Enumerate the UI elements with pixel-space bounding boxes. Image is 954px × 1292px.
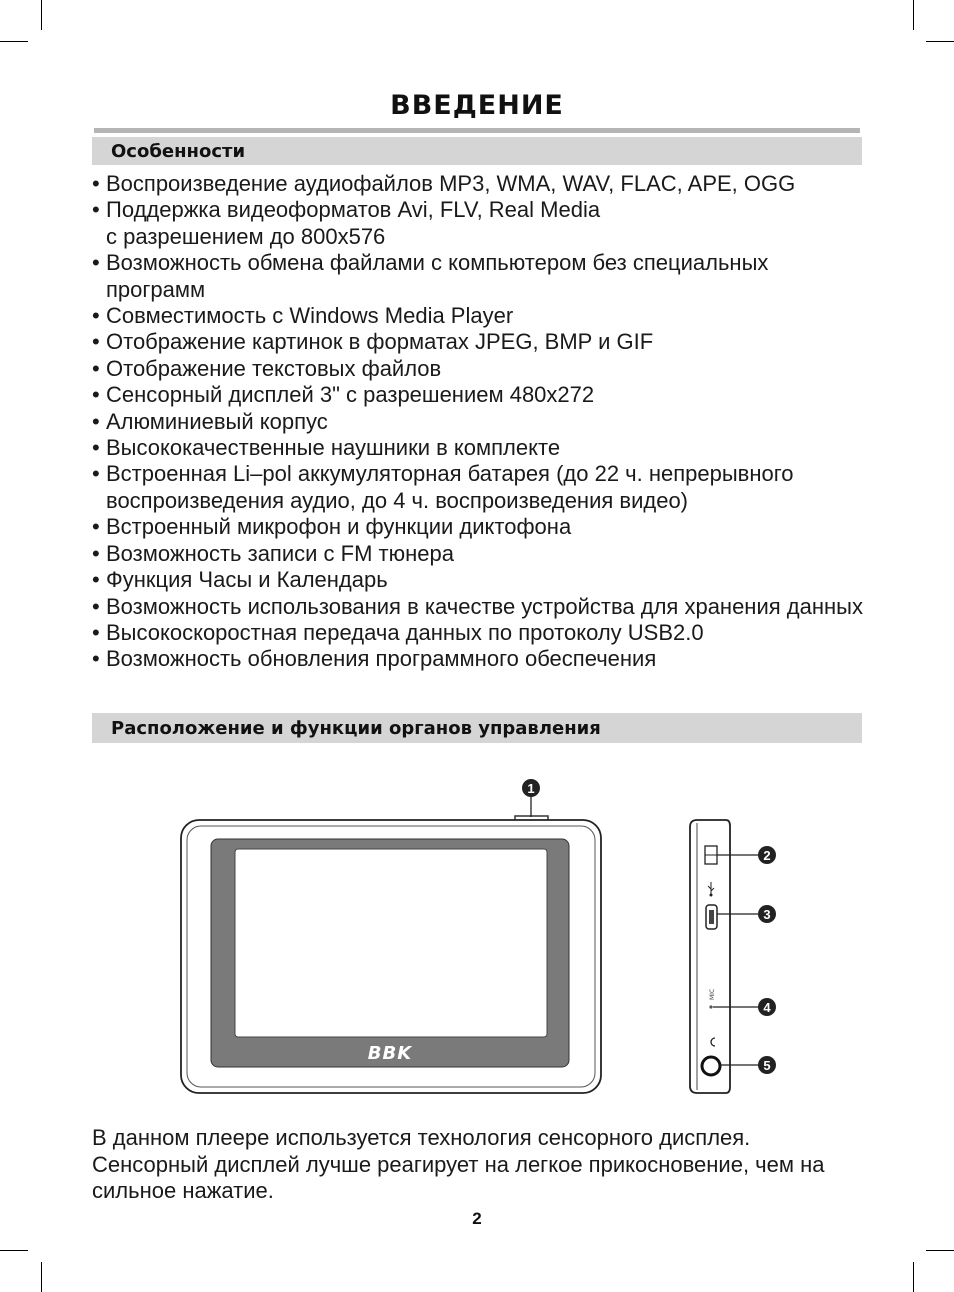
feature-item: • Возможность использования в качестве устройства для хранения данных — [92, 594, 872, 620]
feature-item: • Возможность записи с FM тюнера — [92, 541, 872, 567]
feature-item: • Воспроизведение аудиофайлов MP3, WMA, WAV, FLAC, APE, OGG — [92, 171, 872, 197]
features-section-header — [92, 137, 862, 165]
svg-text:3: 3 — [763, 907, 771, 922]
crop-mark — [0, 41, 28, 42]
features-heading: Особенности — [111, 141, 246, 162]
crop-mark — [926, 1250, 954, 1251]
feature-item: • Отображение картинок в форматах JPEG, BMP и GIF — [92, 329, 872, 355]
crop-mark — [0, 1250, 28, 1251]
feature-item: • Возможность обмена файлами с компьютером без специальных программ — [92, 250, 872, 303]
player-side-view — [690, 820, 730, 1093]
feature-item: • Функция Часы и Календарь — [92, 567, 872, 593]
svg-text:2: 2 — [763, 848, 771, 863]
callout-1 — [522, 779, 540, 797]
svg-text:5: 5 — [763, 1058, 771, 1073]
headphone-jack — [702, 1057, 720, 1075]
callout-3 — [758, 905, 776, 923]
crop-mark — [41, 0, 42, 30]
svg-text:4: 4 — [763, 1000, 771, 1015]
title-divider — [94, 128, 860, 133]
controls-section-header — [92, 713, 862, 743]
feature-item: • Алюминиевый корпус — [92, 409, 872, 435]
crop-mark — [41, 1262, 42, 1292]
device-diagram — [0, 770, 954, 1120]
mic-hole — [709, 1005, 712, 1008]
feature-item: • Встроенный микрофон и функции диктофона — [92, 514, 872, 540]
crop-mark — [926, 41, 954, 42]
touchscreen-note: В данном плеере используется технология сенсорного дисплея. Сенсорный дисплей лучше реагирует на легкое прикосновение, чем на сильное нажатие. — [92, 1125, 825, 1204]
svg-text:1: 1 — [527, 781, 535, 796]
player-front-view — [181, 816, 601, 1093]
feature-item: • Сенсорный дисплей 3" с разрешением 480x272 — [92, 382, 872, 408]
brand-logo: BBK — [367, 1043, 413, 1064]
feature-item: • Высокоскоростная передача данных по протоколу USB2.0 — [92, 620, 872, 646]
feature-item: • Отображение текстовых файлов — [92, 356, 872, 382]
controls-heading: Расположение и функции органов управления — [111, 718, 601, 739]
feature-item: • Высококачественные наушники в комплекте — [92, 435, 872, 461]
callout-5 — [758, 1056, 776, 1074]
feature-item: • Встроенная Li–pol аккумуляторная батарея (до 22 ч. непрерывного воспроизведения аудио, до 4 ч. воспроизведения видео) — [92, 461, 872, 514]
callout-2 — [758, 846, 776, 864]
feature-item: • Совместимость с Windows Media Player — [92, 303, 872, 329]
features-list — [92, 171, 872, 673]
crop-mark — [913, 1262, 914, 1292]
feature-item: • Возможность обновления программного обеспечения — [92, 646, 872, 672]
mic-label: MIC — [709, 988, 716, 1000]
page-title: ВВЕДЕНИЕ — [390, 90, 564, 121]
callout-4 — [758, 998, 776, 1016]
page-number: 2 — [472, 1209, 482, 1228]
feature-item: • Поддержка видеоформатов Avi, FLV, Real Media с разрешением до 800x576 — [92, 197, 872, 250]
crop-mark — [913, 0, 914, 30]
